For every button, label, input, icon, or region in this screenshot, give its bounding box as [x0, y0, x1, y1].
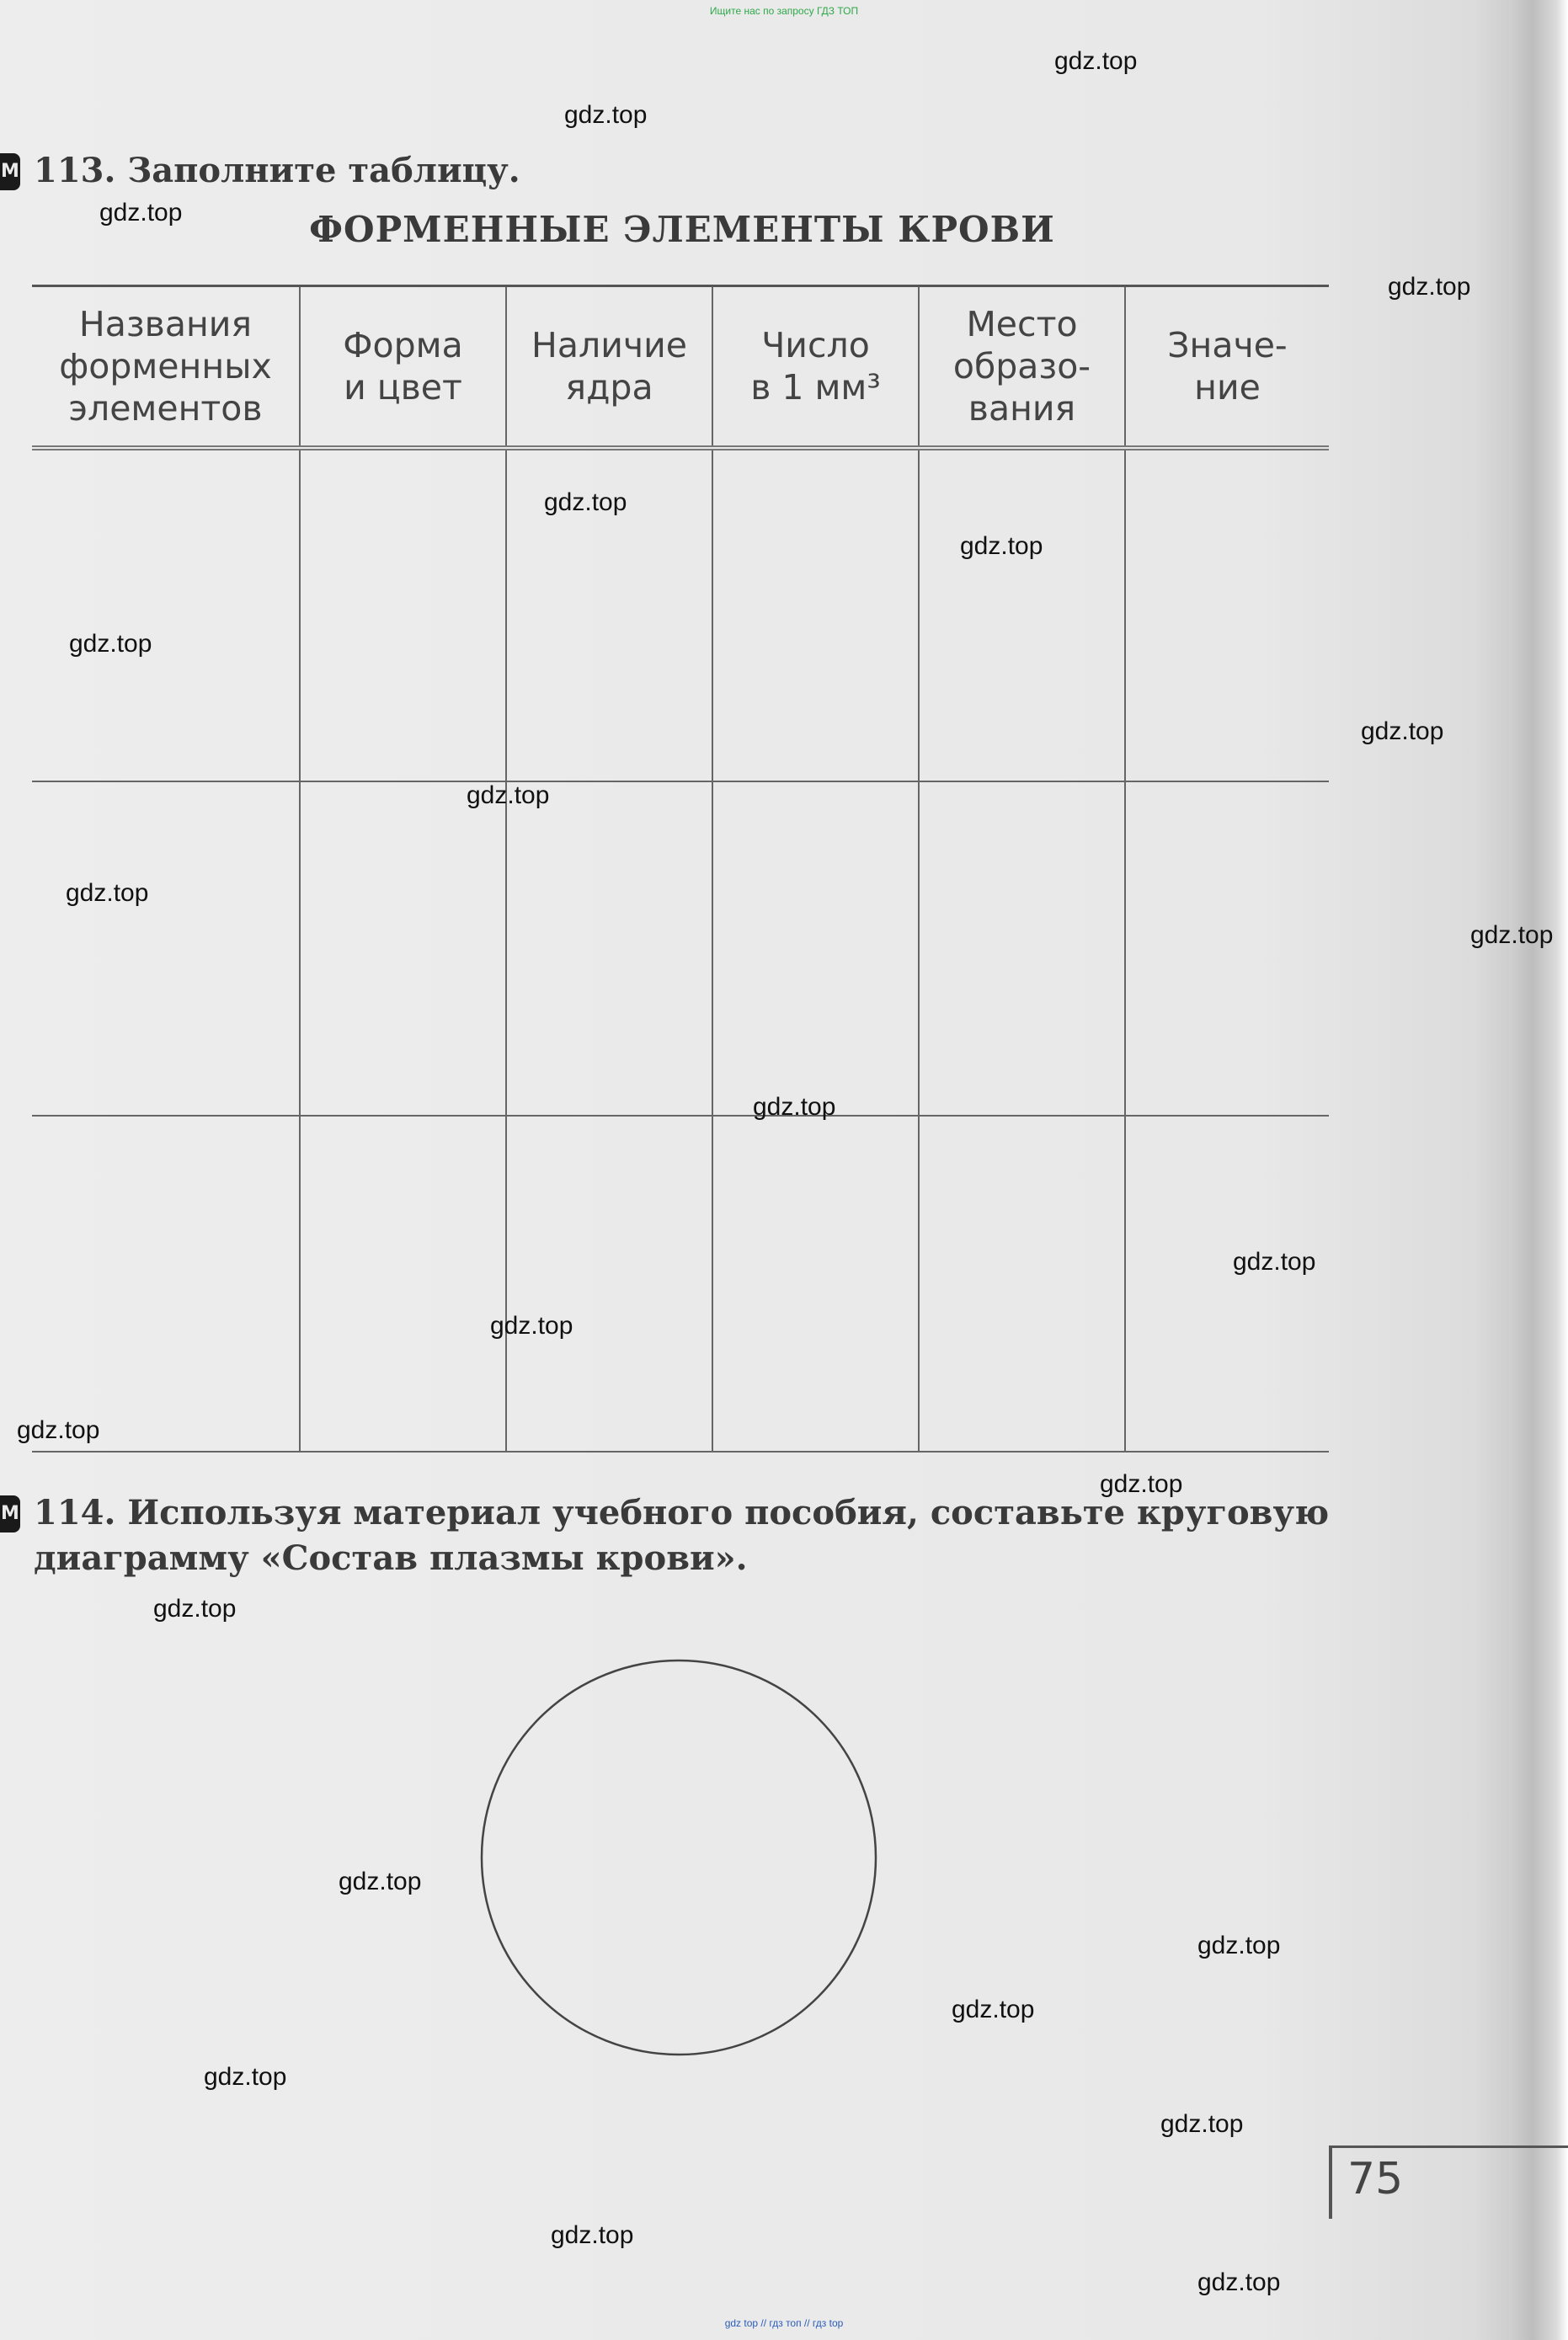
watermark: gdz.top: [69, 630, 152, 658]
watermark: gdz.top: [1054, 47, 1138, 75]
watermark: gdz.top: [153, 1595, 237, 1623]
header-count: Число в 1 мм³: [712, 286, 919, 449]
header-nucleus: Наличие ядра: [506, 286, 712, 449]
task-114-title-line1: 114. Используя материал учебного пособия, составьте круговую: [34, 1493, 1330, 1532]
table-cell[interactable]: [712, 448, 919, 781]
header-element-names: Названия форменных элементов: [32, 286, 300, 449]
table-caption: ФОРМЕННЫЕ ЭЛЕМЕНТЫ КРОВИ: [309, 209, 1055, 250]
watermark: gdz.top: [1160, 2110, 1244, 2138]
table-cell[interactable]: [506, 1116, 712, 1452]
watermark: gdz.top: [753, 1093, 836, 1121]
top-banner[interactable]: Ищите нас по запросу ГДЗ ТОП: [709, 5, 859, 17]
blood-elements-table: [32, 285, 1329, 1453]
watermark: gdz.top: [1100, 1470, 1183, 1498]
book-spine-shadow: [1509, 0, 1568, 2340]
table-cell[interactable]: [919, 781, 1125, 1116]
watermark: gdz.top: [99, 199, 183, 227]
task-114-badge-icon: М: [0, 1495, 20, 1532]
header-shape-color: Форма и цвет: [300, 286, 506, 449]
watermark: gdz.top: [564, 101, 648, 129]
watermark: gdz.top: [66, 879, 149, 907]
watermark: gdz.top: [1361, 717, 1444, 745]
table-cell[interactable]: [32, 1116, 300, 1452]
table-cell[interactable]: [300, 1116, 506, 1452]
task-113-title: 113. Заполните таблицу.: [34, 151, 520, 190]
table-cell[interactable]: [712, 781, 919, 1116]
table-cell[interactable]: [32, 448, 300, 781]
watermark: gdz.top: [1233, 1248, 1316, 1276]
task-113-badge-icon: М: [0, 153, 20, 190]
table-cell[interactable]: [1125, 781, 1329, 1116]
bottom-banner[interactable]: gdz top // гдз топ // гдз top: [724, 2317, 844, 2329]
watermark: gdz.top: [544, 488, 627, 516]
table-cell[interactable]: [300, 448, 506, 781]
table-row: [32, 448, 1329, 781]
table-row: [32, 1116, 1329, 1452]
table-cell[interactable]: [1125, 1116, 1329, 1452]
table-cell[interactable]: [1125, 448, 1329, 781]
table-cell[interactable]: [300, 781, 506, 1116]
watermark: gdz.top: [490, 1312, 573, 1340]
watermark: gdz.top: [467, 781, 550, 809]
page-number: 75: [1347, 2154, 1404, 2204]
watermark: gdz.top: [204, 2063, 287, 2091]
header-function: Значе- ние: [1125, 286, 1329, 449]
watermark: gdz.top: [17, 1416, 100, 1444]
watermark: gdz.top: [1197, 2268, 1281, 2296]
watermark: gdz.top: [551, 2221, 634, 2249]
watermark: gdz.top: [952, 1996, 1035, 2023]
watermark: gdz.top: [960, 532, 1043, 560]
table-row: [32, 781, 1329, 1116]
table-cell[interactable]: [32, 781, 300, 1116]
table-cell[interactable]: [712, 1116, 919, 1452]
header-origin: Место образо- вания: [919, 286, 1125, 449]
pie-chart-blank-circle[interactable]: [480, 1659, 877, 2056]
table-header-row: [32, 286, 1329, 449]
watermark: gdz.top: [339, 1868, 422, 1895]
table-cell[interactable]: [506, 781, 712, 1116]
task-114-title-line2: диаграмму «Состав плазмы крови».: [34, 1538, 748, 1578]
watermark: gdz.top: [1388, 273, 1471, 301]
watermark: gdz.top: [1197, 1932, 1281, 1959]
table-cell[interactable]: [919, 448, 1125, 781]
watermark: gdz.top: [1470, 921, 1554, 949]
table-cell[interactable]: [919, 1116, 1125, 1452]
